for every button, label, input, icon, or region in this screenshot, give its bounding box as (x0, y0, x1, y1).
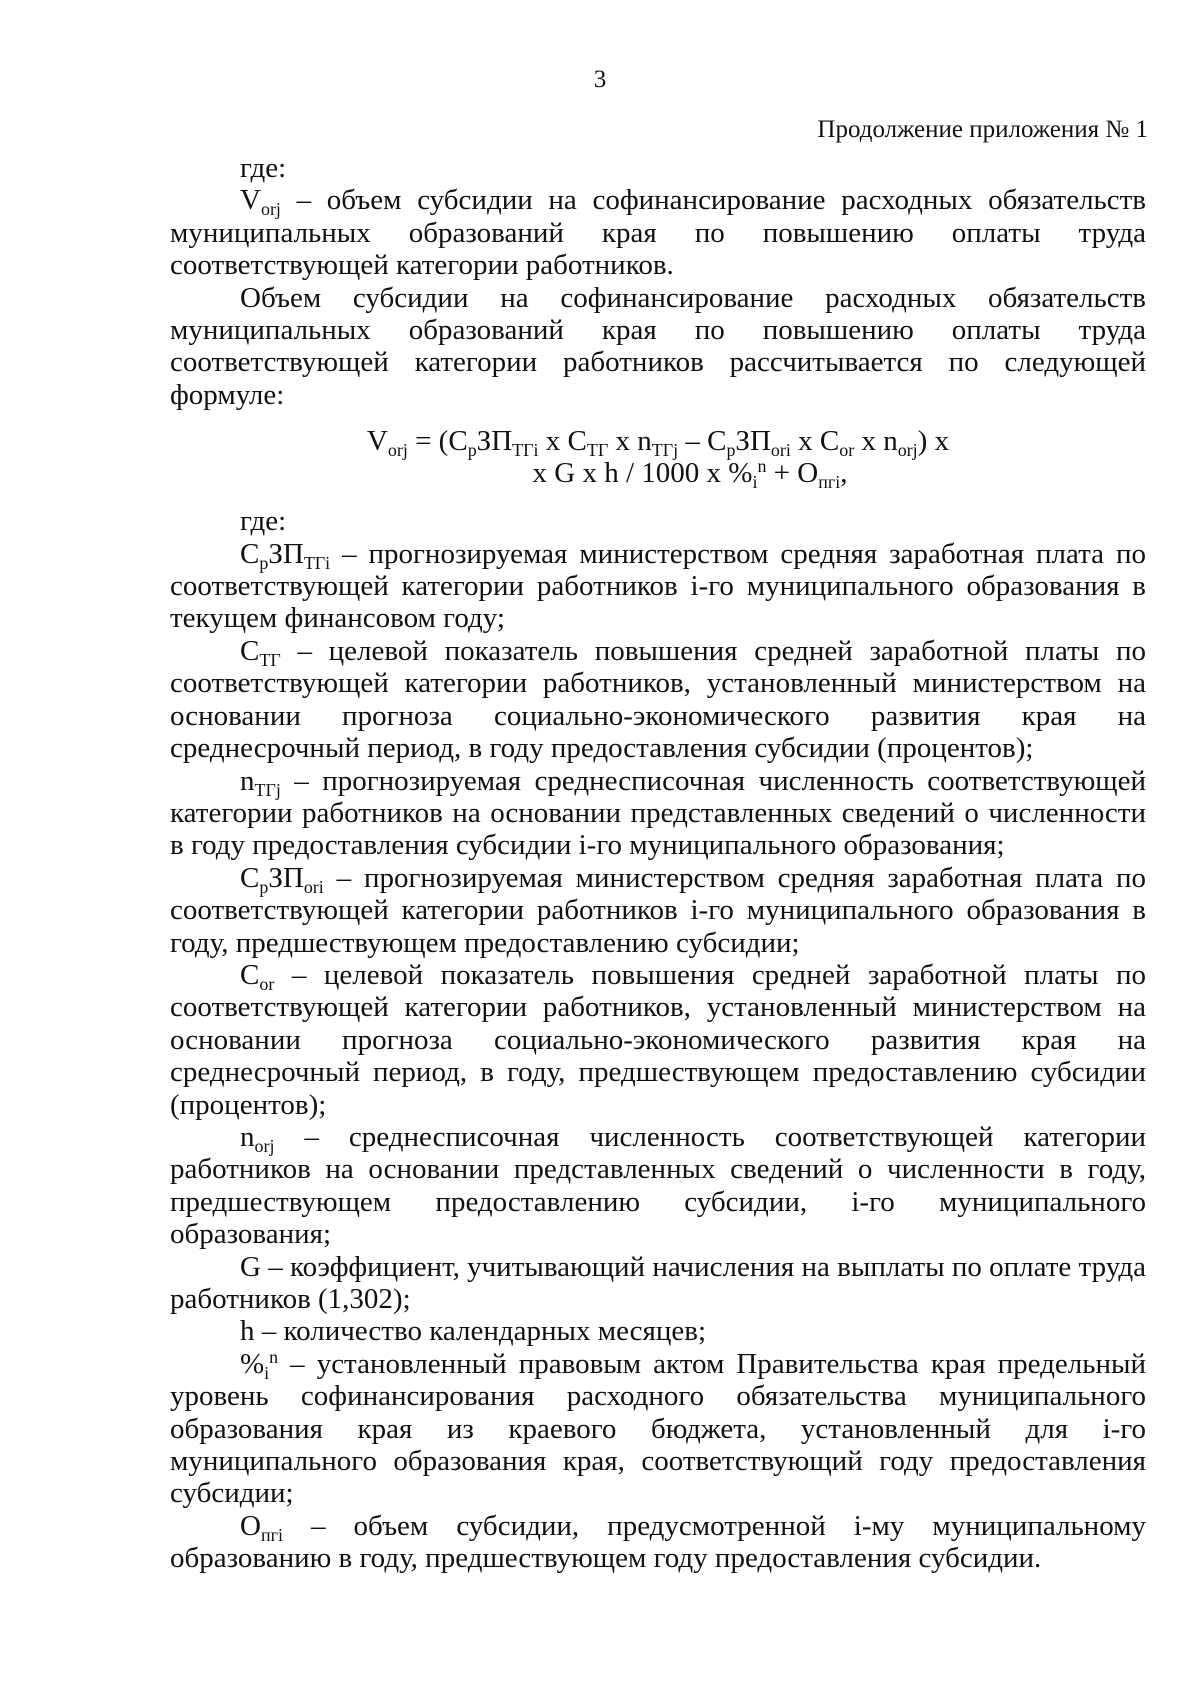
symbol: ЗП (268, 861, 304, 894)
f2-a: х G х h / 1000 х % (532, 457, 753, 490)
f-zp2: ЗП (735, 425, 771, 458)
definition-d9 (170, 1348, 1146, 1510)
definition-d10 (170, 1510, 1146, 1575)
f-x2: х n (608, 425, 652, 458)
symbol-subscript: or (259, 973, 275, 994)
definition-v-orj (170, 184, 1146, 281)
symbol-superscript: n (269, 1346, 279, 1367)
definition-text: – объем субсидии на софинансирование расходных обязательств муниципальных образований края по повышению оплаты труда соответствующей категории работников. (170, 184, 1146, 282)
appendix-continuation-label: Продолжение приложения № 1 (817, 116, 1148, 143)
f2-pct-sub: i (752, 472, 758, 492)
definition-d2 (170, 635, 1146, 765)
symbol: G (240, 1250, 261, 1283)
symbol: V (240, 184, 261, 217)
definition-d1 (170, 538, 1146, 635)
symbol-subscript: ТГi (303, 552, 331, 573)
f-n1-sub: ТГj (651, 440, 679, 460)
symbol: С (240, 958, 260, 991)
definition-d8 (170, 1315, 1146, 1347)
definition-text: – коэффициент, учитывающий начисления на выплаты по оплате труда работников (1,302); (170, 1250, 1146, 1315)
symbol-subscript: ТГ (259, 649, 281, 670)
symbol-subscript: пгi (260, 1524, 283, 1545)
f-v-sub: orj (387, 440, 408, 460)
f2-o-sub: пгi (818, 472, 841, 492)
where-label-1: где: (240, 152, 287, 184)
definition-text: – установленный правовым актом Правительства края предельный уровень софинансирования расходного обязательства муниципального образования края из краевого бюджета, установленный для i-го муниципального образования края, соответствующий году предоставления субсидии; (170, 1347, 1146, 1510)
symbol-prefix: С (240, 861, 260, 894)
f-zp2-sub: ori (770, 440, 791, 460)
definition-text: – прогнозируемая министерством средняя заработная плата по соответствующей категории работников i-го муниципального образования в текущем финансовом году; (170, 537, 1146, 635)
f-end: ) х (917, 425, 950, 458)
symbol: n (240, 1120, 255, 1153)
definition-text: – объем субсидии, предусмотренной i-му муниципальному образованию в году, предшествующем году предоставления субсидии. (170, 1509, 1146, 1575)
symbol-prefix: С (240, 537, 260, 570)
f-minus: – С (678, 425, 727, 458)
f-v: V (366, 425, 388, 458)
formula (170, 425, 1146, 492)
definition-text: – количество календарных месяцев; (254, 1315, 707, 1348)
document-body (170, 152, 1146, 1575)
definition-d7 (170, 1251, 1146, 1316)
f-p2: р (726, 440, 736, 460)
symbol-subscript: orj (260, 199, 281, 220)
f-zp1-sub: ТГi (512, 440, 539, 460)
f-x3: х С (790, 425, 840, 458)
definitions-list (170, 538, 1146, 1575)
where-label-2: где: (240, 505, 287, 538)
symbol: % (240, 1347, 265, 1380)
symbol-subscript: i (264, 1362, 270, 1383)
definition-d6 (170, 1121, 1146, 1251)
definition-text: – среднесписочная численность соответствующей категории работников на основании представленных сведений о численности в году, предшествующем предоставлению субсидии, i-го муниципального образования; (170, 1120, 1146, 1251)
symbol-subscript: orj (254, 1135, 275, 1156)
definition-d5 (170, 959, 1146, 1121)
f-c2-sub: or (839, 440, 855, 460)
definition-text: – целевой показатель повышения средней заработной платы по соответствующей категории работников, установленный министерством на основании прогноза социально-экономического развития края на среднесрочный период, в году, предшествующем предоставлению субсидии (процентов); (170, 958, 1146, 1121)
page-number: 3 (593, 66, 607, 93)
symbol-subscript: ТГj (254, 779, 281, 800)
formula-line-1 (170, 425, 1146, 460)
symbol: h (240, 1315, 255, 1348)
definition-text: – прогнозируемая министерством средняя заработная плата по соответствующей категории работников i-го муниципального образования в году, предшествующем предоставлению субсидии; (170, 861, 1146, 959)
f-c1-sub: ТГ (586, 440, 609, 460)
symbol-prefix-subscript: р (259, 552, 269, 573)
f-zp1: ЗП (476, 425, 513, 458)
symbol: ЗП (268, 537, 304, 570)
definition-d4 (170, 862, 1146, 959)
f-x1: х С (538, 425, 587, 458)
f2-b: + O (766, 457, 819, 490)
definition-text: – целевой показатель повышения средней заработной платы по соответствующей категории работников, установленный министерством на основании прогноза социально-экономического развития края на среднесрочный период, в году предоставления субсидии (процентов); (170, 634, 1146, 765)
f-n2-sub: orj (897, 440, 918, 460)
formula-intro: Объем субсидии на софинансирование расходных обязательств муниципальных образований края по повышению оплаты труда соответствующей категории работников рассчитывается по следующей формуле: (170, 281, 1146, 411)
formula-line-2 (170, 456, 1146, 492)
f2-pct-sup: n (757, 456, 767, 477)
f-p: р (467, 440, 477, 460)
f2-c: , (840, 457, 848, 490)
symbol: O (240, 1509, 261, 1542)
symbol: С (240, 634, 260, 667)
f-eq: = (С (407, 425, 468, 458)
definition-d3 (170, 765, 1146, 862)
f-x4: х n (854, 425, 898, 458)
symbol-subscript: orі (303, 876, 324, 897)
definition-text: – прогнозируемая среднесписочная численность соответствующей категории работников на основании представленных сведений о численности в году предоставления субсидии i-го муниципального образования; (170, 764, 1146, 862)
symbol: n (240, 764, 255, 797)
symbol-prefix-subscript: р (259, 876, 269, 897)
